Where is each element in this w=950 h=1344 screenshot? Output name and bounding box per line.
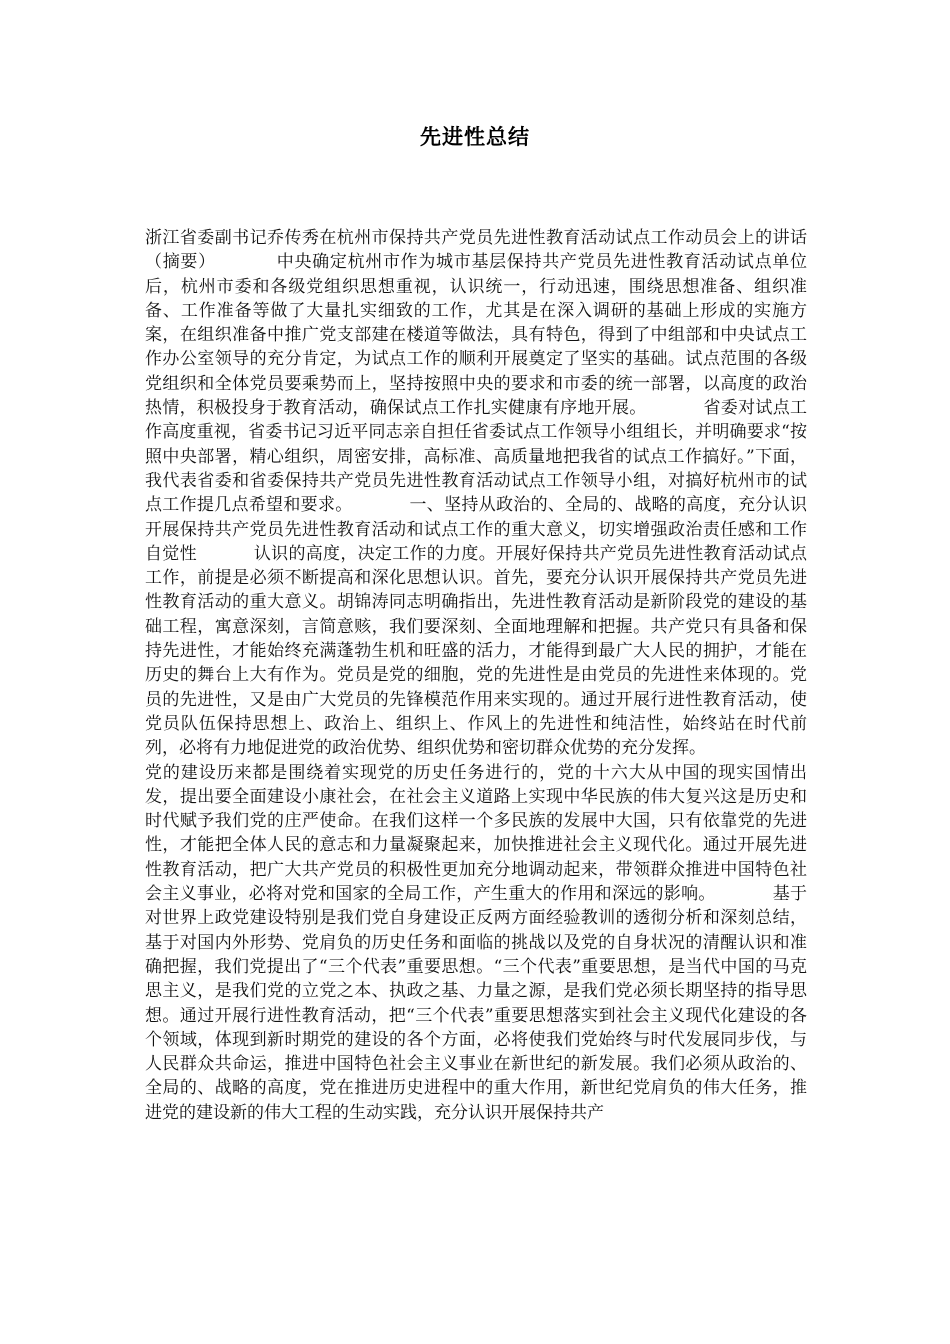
body-paragraph: 党的建设历来都是围绕着实现党的历史任务进行的，党的十六大从中国的现实国情出发，提出要全面建设小康社会，在社会主义道路上实现中华民族的伟大复兴这是历史和时代赋予我们党的庄严使命。在我们这样一个多民族的发展中大国，只有依靠党的先进性，才能把全体人民的意志和力量凝聚起来，加快推进社会主义现代化。通过开展先进性教育活动，把广大共产党员的积极性更加充分地调动起来，带领群众推进中国特色社会主义事业，必将对党和国家的全局工作，产生重大的作用和深远的影响。 基于对世界上政党建设特别是我们党自身建设正反两方面经验教训的透彻分析和深刻总结，基于对国内外形势、党肩负的历史任务和面临的挑战以及党的自身状况的清醒认识和准确把握，我们党提出了“三个代表”重要思想。“三个代表”重要思想，是当代中国的马克思主义，是我们党的立党之本、执政之基、力量之源，是我们党必须长期坚持的指导思想。通过开展行进性教育活动，把“三个代表”重要思想落实到社会主义现代化建设的各个领域，体现到新时期党的建设的各个方面，必将使我们党始终与时代发展同步伐，与人民群众共命运，推进中国特色社会主义事业在新世纪的新发展。我们必须从政治的、全局的、战略的高度，党在推进历史进程中的重大作用，新世纪党肩负的伟大任务，推进党的建设新的伟大工程的生动实践，充分认识开展保持共产 [145,762,807,1123]
document-title: 先进性总结 [420,125,530,149]
document-body [145,226,807,1125]
body-paragraph: 浙江省委副书记乔传秀在杭州市保持共产党员先进性教育活动试点工作动员会上的讲话（摘要） 中央确定杭州市作为城市基层保持共产党员先进性教育活动试点单位后，杭州市委和各级党组织思想重视，认识统一，行动迅速，围绕思想准备、组织准备、工作准备等做了大量扎实细致的工作，尤其是在深入调研的基础上形成的实施方案，在组织准备中推广党支部建在楼道等做法，具有特色，得到了中组部和中央试点工作办公室领导的充分肯定，为试点工作的顺利开展奠定了坚实的基础。试点范围的各级党组织和全体党员要乘势而上，坚持按照中央的要求和市委的统一部署，以高度的政治热情，积极投身于教育活动，确保试点工作扎实健康有序地开展。 省委对试点工作高度重视，省委书记习近平同志亲自担任省委试点工作领导小组组长，并明确要求“按照中央部署，精心组织，周密安排，高标准、高质量地把我省的试点工作搞好。”下面，我代表省委和省委保持共产党员先进性教育活动试点工作领导小组，对搞好杭州市的试点工作提几点希望和要求。 一、坚持从政治的、全局的、战略的高度，充分认识开展保持共产党员先进性教育活动和试点工作的重大意义，切实增强政治责任感和工作自觉性 认识的高度，决定工作的力度。开展好保持共产党员先进性教育活动试点工作，前提是必须不断提高和深化思想认识。首先，要充分认识开展保持共产党员先进性教育活动的重大意义。胡锦涛同志明确指出，先进性教育活动是新阶段党的建设的基础工程，寓意深刻，言简意赅，我们要深刻、全面地理解和把握。共产党只有具备和保持先进性，才能始终充满蓬勃生机和旺盛的活力，才能得到最广大人民的拥护，才能在历史的舞台上大有作为。党员是党的细胞，党的先进性是由党员的先进性来体现的。党员的先进性，又是由广大党员的先锋模范作用来实现的。通过开展行进性教育活动，使党员队伍保持思想上、政治上、组织上、作风上的先进性和纯洁性，始终站在时代前列，必将有力地促进党的政治优势、组织优势和密切群众优势的充分发挥。 [145,228,807,759]
